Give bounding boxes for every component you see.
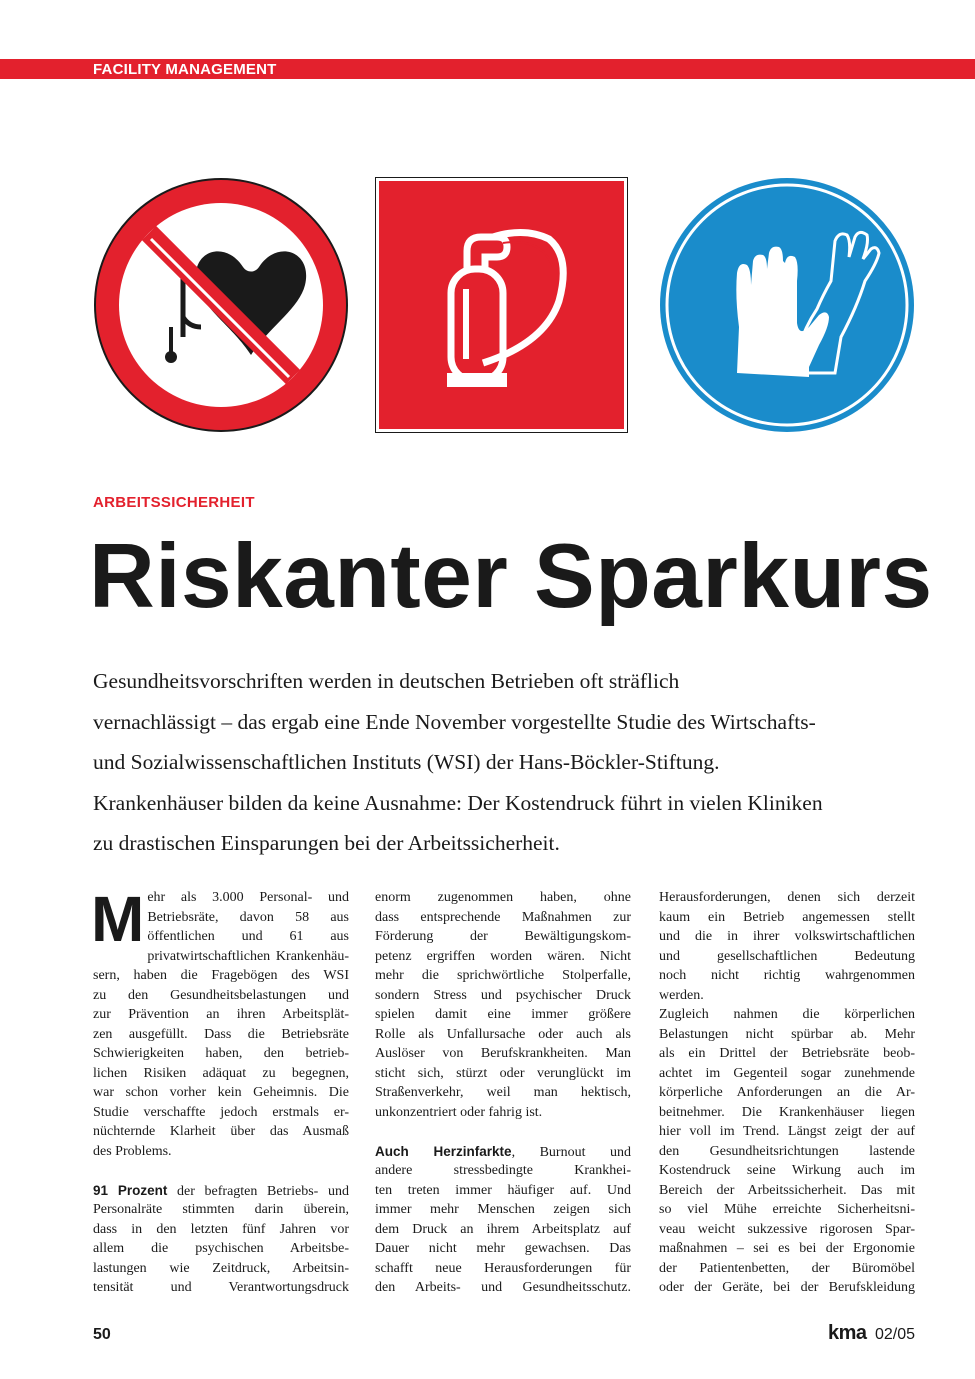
text-line: oder der Geräte, bei der Berufskleidung [659,1280,915,1295]
text-line [93,1181,349,1201]
text-line: Studie verschaffte jedoch erstmals er- [93,1104,349,1120]
magazine-logo: kma [827,1322,867,1344]
text-line: und gesellschaftlichen Bedeutung [659,948,915,964]
text-line: öffentlichen und 61 aus [147,929,349,944]
text-line: so viel Mühe erreichte Sicherheitsni- [659,1202,915,1217]
text-line: dass entsprechende Maßnahmen zur [375,909,631,925]
text-line: sondern Stress und psychischer Druck [375,987,631,1003]
text-line: zur Prävention an ihren Arbeitsplät- [93,1007,349,1022]
text-line: Rolle als Unfallursache oder auch als [375,1026,631,1042]
text-line: tensität und Verantwortungsdruck [93,1280,349,1295]
text-line: Personalräte stimmten darin überein, [93,1202,349,1217]
text-line [375,1142,631,1162]
text-line: lichen Risiken adäquat zu begegnen, [93,1065,349,1081]
text-fragment: , Burnout und [511,1144,632,1160]
text-line: körperliche Anforderungen an die Ar- [659,1085,915,1100]
text-line: spielen damit eine immer größere [375,1007,631,1022]
wear-gloves-sign-icon [659,177,915,433]
text-line: Auslöser von Berufskrankheiten. Man [375,1046,631,1061]
text-line: hier voll im Trend. Längst zeigt der auf [659,1124,915,1139]
text-line: und die in ihrer volkswirtschaftlichen [659,929,915,944]
body-column-3 [659,888,915,1298]
text-line: den Arbeits- und Gesundheitsschutz. [375,1280,631,1295]
text-line: der Patientenbetten, der Büromöbel [659,1260,915,1276]
text-line: enorm zugenommen haben, ohne [375,890,631,905]
page-number: 50 [93,1326,111,1343]
run-in-heading: Auch Herzinfarkte [375,1143,512,1159]
text-line: andere stressbedingte Krankhei- [375,1163,631,1178]
lead-line: und Sozialwissenschaftlichen Instituts (WSI) der Hans-Böckler-Stiftung. [93,750,720,774]
text-line: des Problems. [93,1143,172,1159]
footer-issue-info [828,1322,915,1345]
text-line: ten treten immer häufiger auf. Und [375,1182,631,1198]
text-line: als ein Drittel der Betriebsräte beob- [659,1046,915,1061]
no-pacemaker-sign-icon [93,177,349,433]
text-line: den Gesundheitsrichtungen lastende [659,1143,915,1159]
text-line: privatwirtschaftlichen Krankenhäu- [147,948,349,964]
lead-line: Gesundheitsvorschriften werden in deutschen Betrieben oft sträflich [93,669,680,693]
text-line: beitnehmer. Die Krankenhäuser liegen [659,1104,915,1120]
text-line: sticht sich, stürzt oder verunglückt im [375,1065,631,1081]
text-line: nüchternde Klarheit über das Ausmaß [93,1124,349,1139]
text-fragment: der befragten Betriebs- und [167,1183,349,1199]
lead-line: zu drastischen Einsparungen bei der Arbeitssicherheit. [93,831,560,855]
drop-cap: M [91,883,145,955]
body-column-1 [91,883,349,1298]
text-line: Betriebsräte, davon 58 aus [147,909,349,925]
text-line: zen ausgefüllt. Dass die Betriebsräte [93,1026,349,1042]
issue-number: 02/05 [874,1326,915,1343]
text-line: Dauer nicht mehr gewachsen. Das [375,1241,631,1256]
text-line: mehr die sprichwörtliche Stolperfalle, [375,968,631,983]
text-line: maßnahmen – sei es bei der Ergonomie [659,1241,915,1256]
text-line: Bereich der Arbeitssicherheit. Das mit [659,1182,915,1198]
text-line: unkonzentriert oder fahrig ist. [375,1104,543,1120]
text-line: ehr als 3.000 Personal- und [147,890,349,905]
text-line: war schon vorher kein Geheimnis. Die [93,1085,349,1100]
text-line: schafft neue Herausforderungen für [375,1260,631,1276]
text-line: werden. [659,987,704,1003]
text-line: Herausforderungen, denen sich derzeit [659,890,915,905]
text-line: sern, haben die Fragebögen des WSI [93,968,349,983]
text-line: Zugleich nahmen die körperlichen [659,1007,915,1022]
text-line: achtet im Gegenteil sogar zunehmende [659,1065,915,1081]
text-line: kaum ein Betrieb angemessen stellt [659,909,915,925]
article-kicker: ARBEITSSICHERHEIT [93,494,255,511]
body-column-2 [375,888,631,1298]
lead-line: vernachlässigt – das ergab eine Ende November vorgestellte Studie des Wirtschafts- [93,709,816,734]
text-line: dass in den letzten fünf Jahren vor [93,1221,349,1237]
article-lead [93,661,923,864]
text-line: veau weicht sukzessive rigorosen Spar- [659,1221,915,1237]
text-line: lastungen wie Zeitdruck, Arbeitsin- [93,1260,349,1276]
text-line: dem Druck an ihrem Arbeitsplatz auf [375,1221,631,1237]
fire-extinguisher-sign-icon [375,177,628,433]
text-line: Kostendruck seine Wirkung auch im [659,1163,915,1178]
section-label: FACILITY MANAGEMENT [93,61,277,78]
lead-line: Krankenhäuser bilden da keine Ausnahme: Der Kostendruck führt in vielen Kliniken [93,790,823,815]
run-in-heading: 91 Prozent [93,1182,168,1198]
text-line: zu den Gesundheitsbelastungen und [93,987,349,1003]
text-line: Förderung der Bewältigungskom- [375,929,631,944]
text-line: Straßenverkehr, weil man hektisch, [375,1085,631,1100]
text-line: Belastungen nicht spürbar ab. Mehr [659,1026,915,1042]
text-line: immer mehr Menschen zeigen sich [375,1202,631,1217]
text-line: Schwierigkeiten haben, den betrieb- [93,1046,349,1061]
text-line: petenz ergriffen worden wären. Nicht [375,948,631,964]
text-line: noch nicht richtig wahrgenommen [659,968,915,983]
text-line: allem die psychischen Arbeitsbe- [93,1241,349,1256]
article-title: Riskanter Sparkurs [89,526,933,627]
